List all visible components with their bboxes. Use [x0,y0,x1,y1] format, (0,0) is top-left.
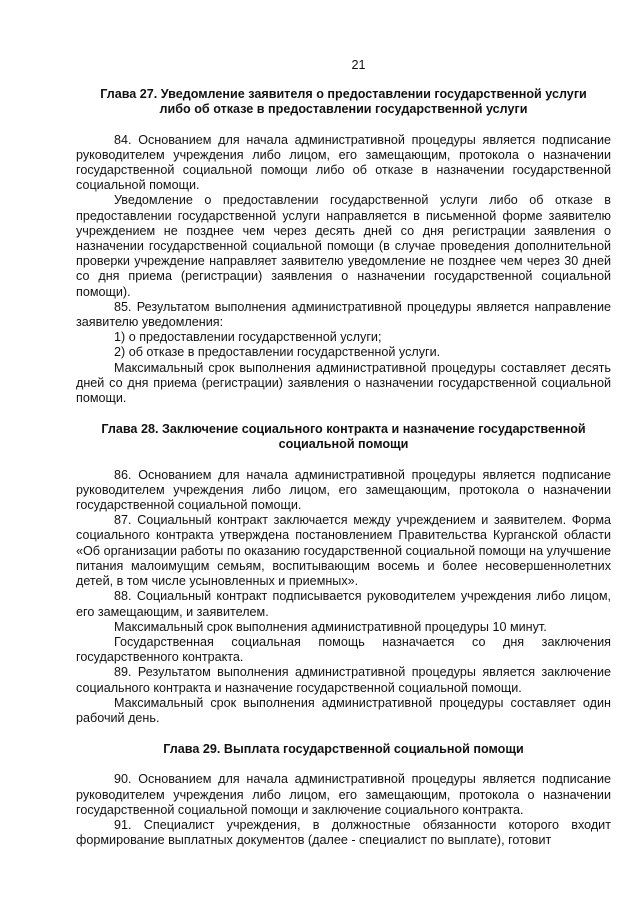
chapter-28 [76,422,611,726]
paragraph-90: 90. Основанием для начала административной процедуры является подписание руководителем учреждения либо лицом, его замещающим, протокола о назначении государственной социальной помощи и заключение социального контракта. [76,772,611,817]
paragraph-notification: Уведомление о предоставлении государственной услуги либо об отказе в предоставлении государственной услуги направляется в письменной форме заявителю учреждением не позднее чем через десять дней со дня регистрации заявления о назначении государственной социальной помощи (в случае проведения дополнительной проверки учреждение направляет заявителю уведомление не позднее чем через 30 дней со дня приема (регистрации) заявления о назначении государственной социальной помощи). [76,193,611,299]
chapter-29 [76,742,611,848]
paragraph-91: 91. Специалист учреждения, в должностные обязанности которого входит формирование выплатных документов (далее - специалист по выплате), готовит [76,817,611,848]
paragraph-87: 87. Социальный контракт заключается между учреждением и заявителем. Форма социального контракта утверждена постановлением Правительства Курганской области «Об организации работы по оказанию государственной социальной помощи на улучшение питания малоимущим семьям, воспитывающим восемь и более несовершеннолетних детей, в том числе усыновленных и приемных». [76,513,611,589]
chapter-28-title [76,422,611,452]
chapter-28-title-line1: Глава 28. Заключение социального контракта и назначение государственной [101,422,586,437]
paragraph-84: 84. Основанием для начала административной процедуры является подписание руководителем учреждения либо лицом, его замещающим, протокола о назначении государственной социальной помощи либо об отказе в назначении государственной социальной помощи. [76,132,611,193]
chapter-29-title [76,742,611,757]
chapter-27 [76,87,611,406]
paragraph-85: 85. Результатом выполнения административной процедуры является направление заявителю уведомления: [76,299,611,330]
chapter-27-title-line1: Глава 27. Уведомление заявителя о предоставлении государственной услуги [100,87,587,102]
list-item-1: 1) о предоставлении государственной услуги; [114,330,382,345]
page-number: 21 [351,58,366,72]
paragraph-max-term-minutes: Максимальный срок выполнения административной процедуры 10 минут. [114,619,547,634]
paragraph-89: 89. Результатом выполнения административной процедуры является заключение социального контракта и назначение государственной социальной помощи. [76,665,611,695]
document-page [76,58,611,848]
paragraph-max-term-27: Максимальный срок выполнения административной процедуры составляет десять дней со дня приема (регистрации) заявления о назначении государственной социальной помощи. [76,360,611,406]
paragraph-88: 88. Социальный контракт подписывается руководителем учреждения либо лицом, его замещающим, и заявителем. [76,589,611,619]
paragraph-max-term-28: Максимальный срок выполнения административной процедуры составляет один рабочий день. [76,695,611,725]
chapter-27-title [76,87,611,117]
paragraph-assignment: Государственная социальная помощь назначается со дня заключения государственного контракта. [76,634,611,665]
chapter-27-title-line2: либо об отказе в предоставлении государственной услуги [159,102,528,117]
list-item-2: 2) об отказе в предоставлении государственной услуги. [114,345,441,360]
chapter-29-title-line1: Глава 29. Выплата государственной социальной помощи [163,742,524,757]
chapter-28-title-line2: социальной помощи [278,437,409,452]
paragraph-86: 86. Основанием для начала административной процедуры является подписание руководителем учреждения либо лицом, его замещающим, протокола о назначении государственной социальной помощи. [76,467,611,513]
